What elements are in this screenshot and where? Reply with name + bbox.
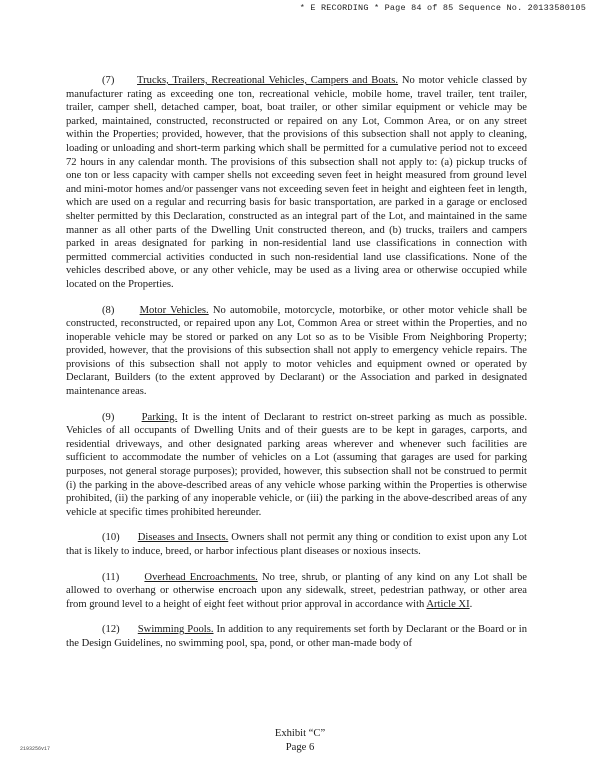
paragraph-title: Swimming Pools. [137, 624, 214, 636]
paragraph-title: Overhead Encroachments. [144, 571, 258, 583]
paragraph-title: Trucks, Trailers, Recreational Vehicles, Campers and Boats. [137, 75, 399, 86]
paragraph-motor-vehicles [66, 304, 527, 399]
paragraph-body: It is the intent of Declarant to restrict on-street parking as much as possible. Vehicles of all occupants of Dwelling Units and of their guests are to be kept in garages, carports, and residential driveways, and other designated parking areas wherever and whenever such facilities are sufficient to accommodate the number of vehicles on a Lot (assuming that garages are used for parking purposes, not general storage purposes); provided, however, this subsection shall not be construed to permit (i) the parking in the above-described areas of any vehicle whose parking within the Properties is otherwise prohibited, (ii) the parking of any inoperable vehicle, or (iii) the parking in the above-described areas of any vehicle at specific times prohibited hereunder. [66, 411, 528, 518]
exhibit-label: Exhibit “C” [274, 728, 326, 739]
paragraph-body: No automobile, motorcycle, motorbike, or other motor vehicle shall be constructed, reconstructed, or repaired upon any Lot, Common Area or street within the Properties, and no inoperable vehicle may be stored or parked on any Lot so as to be Visible From Neighboring Property; provided, however, that the provisions of this subsection shall not apply to emergency vehicle repairs. The provisions of this subsection shall not apply to motor vehicles and equipment owned or operated by Declarant, Builders (to the extent approved by Declarant) or the Association and parked in designated maintenance areas. [66, 304, 528, 398]
recording-header: * E RECORDING * Page 84 of 85 Sequence No. 20133580105 [299, 3, 586, 13]
paragraph-body: No tree, shrub, or planting of any kind on any Lot shall be allowed to overhang or otherwise encroach upon any sidewalk, street, pedestrian pathway, or other area from ground level to a height of eight feet without prior approval in accordance with [66, 571, 528, 610]
paragraph-body: In addition to any requirements set forth by Declarant or the Board or in the Design Guidelines, no swimming pool, spa, pond, or other man-made body of [66, 624, 528, 649]
paragraph-number: (12) [102, 624, 120, 636]
paragraph-title: Diseases and Insects. [137, 532, 229, 544]
article-xi-reference: Article XI [426, 598, 470, 610]
paragraph-diseases-insects [66, 531, 527, 558]
document-id: 2193256v17 [20, 746, 51, 752]
page-number: Page 6 [285, 742, 315, 753]
paragraph-number: (8) [102, 304, 115, 316]
paragraph-body: No motor vehicle classed by manufacturer rating as exceeding one ton, recreational vehicle, mobile home, travel trailer, tent trailer, trailer, camper shell, detached camper, boat, boat trailer, or other similar equipment or vehicle may be parked, maintained, constructed, reconstructed or repaired on any Lot, Common Area, or on any street within the Properties; provided, however, that the provisions of this subsection shall not apply to cleaning, loading or unloading and short-term parking which shall be permitted for a cumulative period not to exceed 72 hours in any calendar month. The provisions of this subsection shall not apply to: (a) pickup trucks of one ton or less capacity with camper shells not exceeding seven feet in height measured from ground level and mini-motor homes and/or passenger vans not exceeding seven feet in height and eighteen feet in length, which are used on a regular and recurring basis for basic transportation, are parked in a garage or enclosed shelter permitted by this Declaration, constructed as an integral part of the Lot, and maintained in the same manner as all other parts of the Dwelling Unit constructed thereon, and (b) trucks, trailers and campers parked in areas designated for parking in non-residential land use classifications in connection with permitted commercial activities conducted in such non-residential land use classifications. None of the vehicles described above, or any other vehicle, may be used as a living area or otherwise occupied while located on the Properties. [66, 75, 527, 290]
paragraph-swimming-pools [66, 623, 527, 650]
paragraph-body: Owners shall not permit any thing or condition to exist upon any Lot that is likely to induce, breed, or harbor infectious plant diseases or noxious insects. [66, 532, 528, 557]
paragraph-overhead-encroachments [66, 571, 527, 612]
paragraph-number: (10) [102, 532, 120, 544]
paragraph-title: Motor Vehicles. [139, 304, 209, 316]
paragraph-number: (9) [102, 411, 115, 423]
paragraph-title: Parking. [141, 411, 178, 423]
paragraph-tail: . [469, 598, 473, 610]
paragraph-number: (11) [102, 571, 120, 583]
paragraph-parking [66, 411, 527, 520]
paragraph-number: (7) [102, 75, 115, 86]
paragraph-trucks-trailers [66, 74, 527, 292]
document-body [66, 74, 527, 663]
